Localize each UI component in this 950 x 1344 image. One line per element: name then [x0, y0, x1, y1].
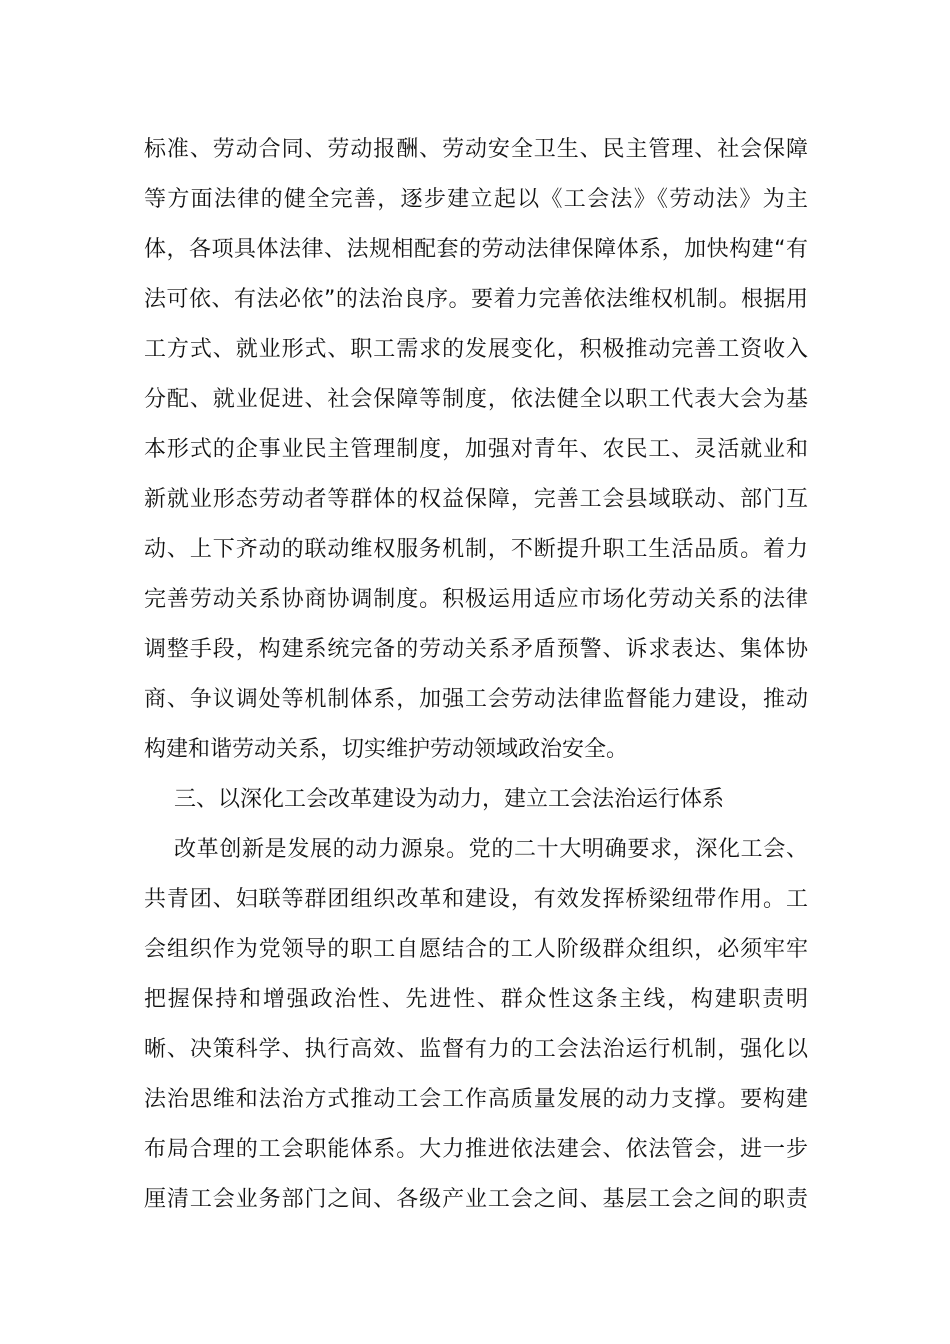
text-line: 新就业形态劳动者等群体的权益保障，完善工会县域联动、部门互 [144, 487, 808, 512]
paragraph-first-line: 改革创新是发展的动力源泉。党的二十大明确要求，深化工会、 [174, 837, 808, 862]
text-line: 分配、就业促进、社会保障等制度，依法健全以职工代表大会为基 [144, 387, 808, 412]
text-line: 布局合理的工会职能体系。大力推进依法建会、依法管会，进一步 [144, 1137, 808, 1162]
text-line: 完善劳动关系协商协调制度。积极运用适应市场化劳动关系的法律 [144, 587, 808, 612]
text-line: 晰、决策科学、执行高效、监督有力的工会法治运行机制，强化以 [144, 1037, 808, 1062]
body-text [144, 125, 808, 1225]
text-line: 标准、劳动合同、劳动报酬、劳动安全卫生、民主管理、社会保障 [144, 137, 808, 162]
text-line: 本形式的企事业民主管理制度，加强对青年、农民工、灵活就业和 [144, 437, 808, 462]
text-line: 法可依、有法必依”的法治良序。要着力完善依法维权机制。根据用 [144, 287, 808, 312]
text-line: 会组织作为党领导的职工自愿结合的工人阶级群众组织，必须牢牢 [144, 937, 808, 962]
text-line: 商、争议调处等机制体系，加强工会劳动法律监督能力建设，推动 [144, 687, 808, 712]
paragraph-end-line: 构建和谐劳动关系，切实维护劳动领域政治安全。 [144, 737, 629, 762]
text-line: 工方式、就业形式、职工需求的发展变化，积极推动完善工资收入 [144, 337, 808, 362]
text-line: 把握保持和增强政治性、先进性、群众性这条主线，构建职责明 [144, 987, 808, 1012]
text-line: 体，各项具体法律、法规相配套的劳动法律保障体系，加快构建“有 [144, 237, 808, 262]
section-heading: 三、以深化工会改革建设为动力，建立工会法治运行体系 [174, 787, 725, 812]
text-line: 等方面法律的健全完善，逐步建立起以《工会法》《劳动法》为主 [144, 187, 808, 212]
text-line: 调整手段，构建系统完备的劳动关系矛盾预警、诉求表达、集体协 [144, 637, 808, 662]
text-line: 厘清工会业务部门之间、各级产业工会之间、基层工会之间的职责 [144, 1187, 808, 1212]
text-line: 共青团、妇联等群团组织改革和建设，有效发挥桥梁纽带作用。工 [144, 887, 808, 912]
text-line: 动、上下齐动的联动维权服务机制，不断提升职工生活品质。着力 [144, 537, 808, 562]
text-line: 法治思维和法治方式推动工会工作高质量发展的动力支撑。要构建 [144, 1087, 808, 1112]
